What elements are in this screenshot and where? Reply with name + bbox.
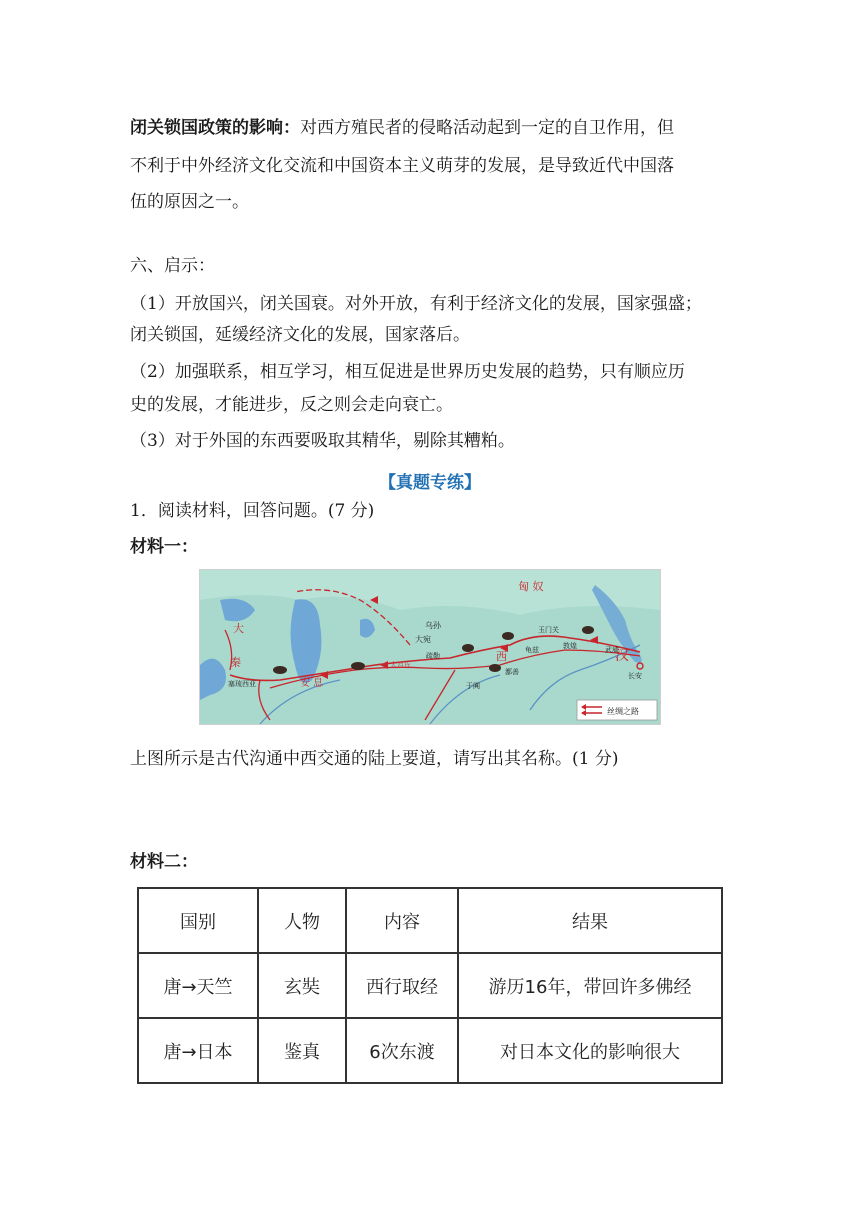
list-item: （3）对于外国的东西要吸取其精华，剔除其糟粕。 [130,431,515,451]
question-text: 上图所示是古代沟通中西交通的陆上要道，请写出其名称。(1 分) [130,749,619,769]
table-cell: 西行取经 [346,953,458,1018]
label-dayuezhi: 大月氏 [390,661,411,669]
table-cell: 唐→天竺 [138,953,258,1018]
label-qin: 秦 [230,656,241,669]
label-wuwei: 武威 [605,646,619,654]
list-item: （1）开放国兴，闭关国衰。对外开放，有利于经济文化的发展，国家强盛； [130,294,702,314]
question-1: 1．阅读材料，回答问题。(7 分) [130,501,375,521]
list-item: 史的发展，才能进步，反之则会走向衰亡。 [130,395,453,415]
table-row [138,953,722,1018]
material-1-label: 材料一： [130,537,198,557]
paragraph-line [130,120,674,137]
section-title: 六、启示： [130,256,215,276]
table-cell: 唐→日本 [138,1018,258,1083]
table-cell: 玄奘 [258,953,346,1018]
silk-road-map [199,569,661,725]
paragraph-line: 不利于中外经济文化交流和中国资本主义萌芽的发展，是导致近代中国落 [130,156,674,176]
table-header-row [138,888,722,953]
table-header: 内容 [346,888,458,953]
label-yutian: 于阗 [466,682,480,690]
label-shule: 疏勒 [426,652,440,660]
label-anxi: 安 息 [300,678,324,689]
material-2-label: 材料二： [130,852,198,872]
bold-lead: 闭关锁国政策的影响： [130,118,300,138]
paragraph-line: 伍的原因之一。 [130,192,249,212]
label-shanshan: 鄯善 [505,668,519,676]
table-cell: 6次东渡 [346,1018,458,1083]
label-da: 大 [233,622,244,635]
label-han: 汉 [615,648,629,664]
legend-label: 丝绸之路 [607,707,639,716]
label-wusun: 乌孙 [425,621,441,630]
label-xiongnu: 匈 奴 [518,580,544,593]
table-cell: 游历16年，带回许多佛经 [458,953,722,1018]
travel-table [137,887,723,1084]
table-cell: 对日本文化的影响很大 [458,1018,722,1083]
practice-heading: 【真题专练】 [379,473,481,493]
label-changan: 长安 [628,672,642,680]
table-cell: 鉴真 [258,1018,346,1083]
table-header: 结果 [458,888,722,953]
table-header: 人物 [258,888,346,953]
label-saileuxiya: 塞琉西亚 [228,680,256,688]
label-yumenguan: 玉门关 [538,626,559,634]
table-row [138,1018,722,1083]
table-header: 国别 [138,888,258,953]
list-item: 闭关锁国，延缓经济文化的发展，国家落后。 [130,325,470,345]
label-xi: 西 [496,650,507,663]
list-item: （2）加强联系，相互学习，相互促进是世界历史发展的趋势，只有顺应历 [130,362,685,382]
paragraph-text: 对西方殖民者的侵略活动起到一定的自卫作用，但 [300,118,674,138]
label-dayuan: 大宛 [415,635,431,644]
label-dunhuang: 敦煌 [563,642,577,650]
label-guizi: 龟兹 [525,646,539,654]
